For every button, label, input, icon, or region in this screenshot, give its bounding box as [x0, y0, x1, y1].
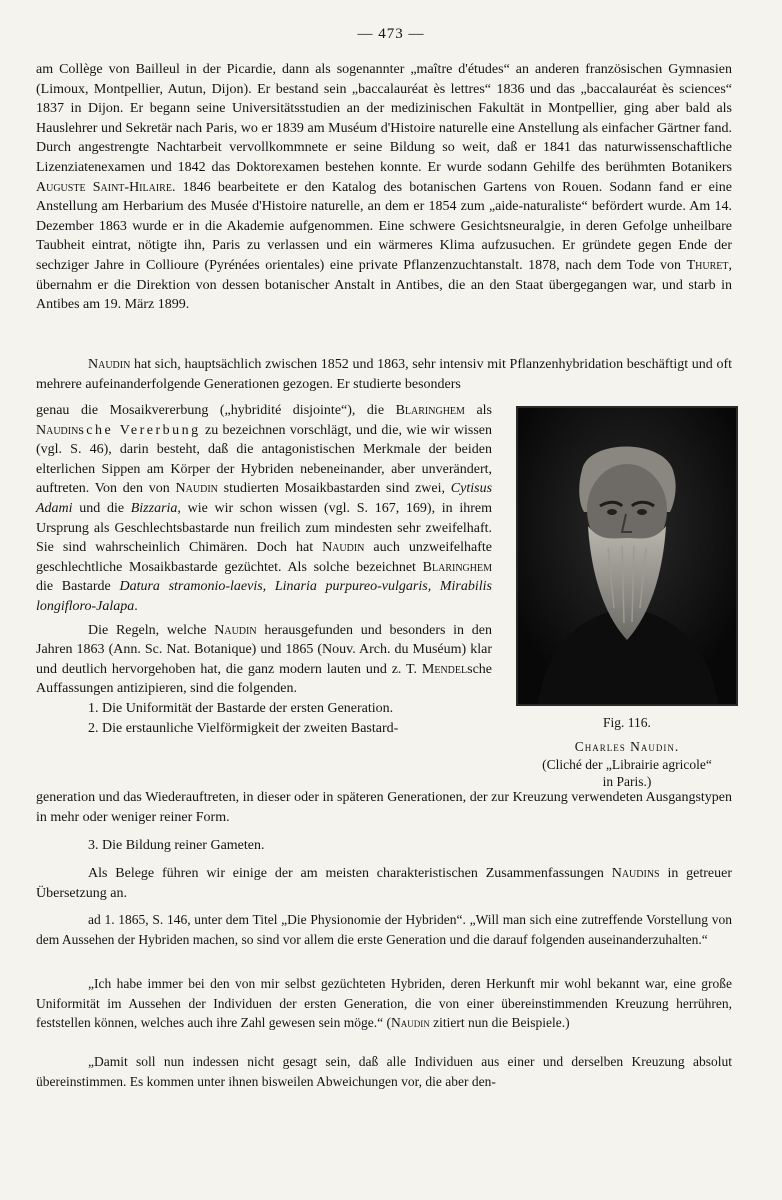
portrait-photo	[516, 406, 738, 706]
person-name: Naudin	[36, 422, 79, 438]
person-name: Naudin	[322, 540, 365, 556]
emphasis-spaced: sche Vererbung	[78, 422, 201, 438]
paragraph-quote-deviations	[36, 1052, 732, 1091]
species-name: Cytisus Adami	[36, 481, 493, 516]
text: in getreuer Übersetzung an.	[36, 866, 733, 901]
rule-2-rest: generation und das Wiederauftreten, in dieser oder in späteren Generationen, der zur Kreuzung verwendeten Ausgangstypen in mehr oder weniger reiner Form.	[36, 790, 732, 825]
text: „Ich habe immer bei den von mir selbst gezüchteten Hybriden, deren Herkunft mir wohl bekannt war, eine große Uniformität im Aussehen der Individuen der ersten Generation, die von einer übereinstimmenden Kreuzung herrühren, feststellen können, welches auch ihre Zahl gewesen sein möge.“ (	[36, 976, 732, 1031]
rule-2-start: 2. Die erstaunliche Vielförmigkeit der zweiten Bastard-	[88, 720, 399, 736]
text: die Bastarde	[36, 579, 111, 595]
rules-continued	[36, 788, 732, 827]
text: hat sich, hauptsächlich zwischen 1852 und 1863, sehr intensiv mit Pflanzenhybridation beschäftigt und oft mehrere aufeinanderfolgende Generationen gezogen. Er studierte besonders	[36, 357, 732, 392]
person-name: Blaringhem	[422, 559, 492, 575]
text: , übernahm er die Direktion von dessen botanischer Anstalt in Antibes, die an den Staat übergegangen war, und starb in Antibes am 19. März 1899.	[36, 257, 732, 313]
person-name: Blaringhem	[395, 403, 465, 418]
text: studierten Mosaikbastarden sind zwei,	[223, 481, 446, 497]
person-name: Thuret	[686, 257, 729, 273]
person-name: Naudin	[214, 622, 257, 638]
person-name: Mendel	[421, 661, 468, 677]
text: als	[476, 403, 493, 418]
paragraph-belege	[36, 864, 732, 903]
rule-3: 3. Die Bildung reiner Gameten.	[88, 838, 265, 853]
figure-label: Fig. 116.	[603, 715, 651, 730]
species-name: Bizzaria	[130, 500, 178, 516]
person-name: Auguste Saint-Hilaire	[36, 179, 172, 195]
text: herausgefunden und besonders in den Jahren 1863 (Ann. Sc. Nat. Botanique) und 1865 (Nouv. Arch. du Muséum) klar und deutlich hervorgehoben hat, die ganz modern lauten und z. T.	[36, 622, 493, 677]
paragraph-quote-uniformity	[36, 974, 732, 1033]
rule-1: 1. Die Uniformität der Bastarde der ersten Generation.	[88, 700, 394, 716]
text: zu bezeichnen vorschlägt, und die, wie wir wissen (vgl. S. 46), darin besteht, daß die antagonistischen Merkmale der beiden elterlichen Sippen am Körper der Hybriden nebeneinander, aber unverändert, auftreten. Von den von	[36, 422, 493, 497]
species-name: Datura stramonio-laevis, Linaria purpureo-vulgaris, Mirabilis longifloro-Jalapa	[36, 579, 492, 614]
text: , wie wir schon wissen (vgl. S. 167, 169), in ihrem Ursprung als Geschlechtsbastarde nun freilich zum mindesten sehr zweifelhaft. Sie sind wahrscheinlich Chimären. Doch hat	[36, 500, 492, 556]
text: zitiert nun die Beispiele.)	[433, 1015, 570, 1031]
page-number: — 473 —	[357, 26, 425, 42]
person-name: Naudins	[611, 866, 660, 881]
text: ad 1. 1865, S. 146, unter dem Titel „Die Physionomie der Hybriden“. „Will man sich eine zutreffende Vorstellung von dem Aussehen der Hybriden machen, so sind vor allem die erste Generation und die darauf folgenden auseinanderzuhalten.“	[36, 912, 732, 947]
figure-credit-line2: in Paris.)	[602, 774, 652, 789]
person-name: Naudin	[175, 481, 218, 497]
text: am Collège von Bailleul in der Picardie, dann als sogenannter „maître d'études“ an anderen französischen Gymnasien (Limoux, Montpellier, Autun, Dijon). Er bestand sein „baccalauréat ès lettres“ 1836 und das „baccalauréat ès sciences“ 1837 in Dijon. Er begann seine Universitätsstudien an der medizinischen Fakultät in Montpellier, ging aber bald als Hauslehrer und Sekretär nach Paris, wo er 1839 am Muséum d'Histoire naturelle eine Anstellung als einfacher Gärtner fand. Durch angestrengte Nachtarbeit vervollkommnete er seine Bildung so weit, daß er 1841 das naturwissenschaftliche Lizenziatenexamen und 1842 das Doktorexamen bestehen konnte. Er wurde sodann Gehilfe des berühmten Botanikers	[36, 62, 732, 175]
text: Die Regeln, welche	[88, 622, 207, 638]
paragraph-naudin-intro	[36, 355, 732, 394]
figure-name: Charles Naudin.	[574, 739, 680, 754]
person-name: Naudin	[88, 357, 131, 372]
portrait-drawing	[518, 408, 736, 704]
text: auch unzweifelhafte geschlechtliche Mosaikbastarde gezüchtet. Als solche bezeichnet	[36, 540, 493, 575]
paragraph-ad1	[36, 910, 732, 949]
text: . 1846 bearbeitete er den Katalog des botanischen Gartens von Rouen. Sodann fand er eine Anstellung am Herbarium des Musée d'Histoire naturelle, an dem er 1854 zum „aide-naturaliste“ befördert wurde. Am 14. Dezember 1863 wurde er in die Akademie aufgenommen. Eine schwere Gesichtsneuralgie, in deren Gefolge unheilbare Taubheit eintrat, nötigte ihn, Paris zu verlassen und ein wärmeres Klima aufzusuchen. Er gründete gegen Ende der sechziger Jahre in Collioure (Pyrénées orientales) eine private Pflanzenzuchtanstalt. 1878, nach dem Tode von	[36, 179, 733, 273]
rule-3-block	[36, 836, 732, 856]
figure-credit-line1: (Cliché der „Librairie agricole“	[542, 757, 712, 772]
text: genau die Mosaikvererbung („hybridité disjointe“), die	[36, 403, 385, 418]
figure-116	[514, 406, 740, 790]
text: und die	[79, 500, 125, 516]
person-name: Naudin	[391, 1015, 430, 1031]
text-column-left: genau die Mosaikvererbung („hybridité disjointe“), die Blaringhem als Naudinsche Vererbung zu bezeichnen vorschlägt, und die, wie wir wissen (vgl. S. 46), darin besteht, daß die antagonistischen Merkmale der beiden elterlichen Sippen am Körper der Hybriden nebeneinander, aber unverändert, auftreten. Von den von Naudin studierten Mosaikbastarden sind zwei, Cytisus Adami und die Bizzaria, wie wir schon wissen (vgl. S. 167, 169), in ihrem Ursprung als Geschlechtsbastarde nun freilich zum mindesten sehr zweifelhaft. Sie sind wahrscheinlich Chimären. Doch hat Naudin auch unzweifelhafte geschlechtliche Mosaikbastarde gezüchtet. Als solche bezeichnet Blaringhem die Bastarde Datura stramonio-laevis, Linaria purpureo-vulgaris, Mirabilis longifloro-Jalapa. Die Regeln, welche Naudin herausgefunden und besonders in den Jahren 1863 (Ann. Sc. Nat. Botanique) und 1865 (Nouv. Arch. du Muséum) klar und deutlich hervorgehoben hat, die ganz modern lauten und z. T. Mendelsche Auffassungen antizipieren, sind die folgenden. 1. Die Uniformität der Bastarde der ersten Generation. 2. Die erstaunliche Vielförmigkeit der zweiten Bastard-	[36, 401, 492, 738]
text: „Damit soll nun indessen nicht gesagt sein, daß alle Individuen aus einer und derselben Kreuzung absolut übereinstimmen. Es kommen unter ihnen bisweilen Abweichungen vor, die aber den-	[36, 1054, 732, 1089]
paragraph-biography	[36, 60, 732, 315]
text: Als Belege führen wir einige der am meisten charakteristischen Zusammenfassungen	[88, 866, 604, 881]
text: sche Auffassungen antizipieren, sind die folgenden.	[36, 661, 493, 697]
